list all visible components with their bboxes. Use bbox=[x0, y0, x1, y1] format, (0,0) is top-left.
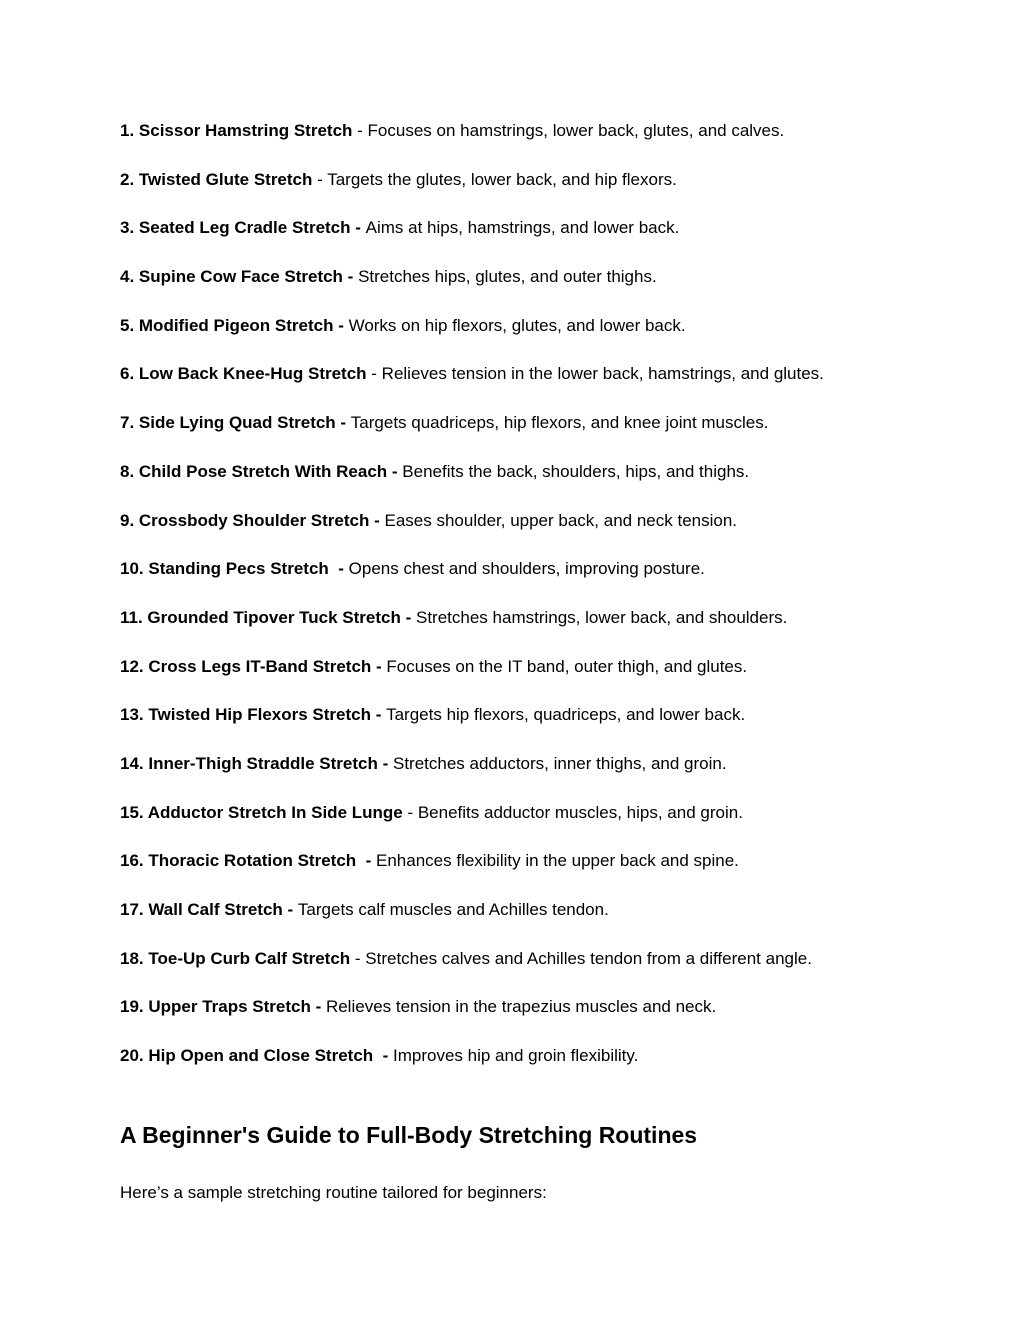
stretch-name: 6. Low Back Knee-Hug Stretch bbox=[120, 364, 367, 384]
stretch-separator: - bbox=[370, 705, 387, 725]
stretch-separator: - bbox=[377, 753, 393, 773]
stretch-item bbox=[120, 216, 824, 265]
section-heading: A Beginner's Guide to Full-Body Stretching Routines bbox=[120, 1122, 698, 1148]
stretch-description: Opens chest and shoulders, improving posture. bbox=[348, 559, 705, 579]
stretch-name: 9. Crossbody Shoulder Stretch bbox=[120, 510, 370, 530]
stretch-name: 17. Wall Calf Stretch bbox=[120, 900, 283, 919]
stretch-item bbox=[120, 314, 824, 363]
stretch-separator: - bbox=[328, 559, 349, 579]
stretch-separator: - bbox=[371, 656, 387, 676]
stretch-description: Focuses on hamstrings, lower back, glutes, and calves. bbox=[367, 121, 785, 140]
stretch-item bbox=[120, 801, 824, 850]
stretch-name: 8. Child Pose Stretch With Reach bbox=[120, 461, 388, 481]
stretch-item bbox=[120, 460, 824, 509]
stretch-name: 14. Inner-Thigh Straddle Stretch bbox=[120, 753, 378, 773]
stretch-separator: - bbox=[402, 802, 418, 822]
stretch-separator: - bbox=[310, 997, 326, 1017]
stretch-item bbox=[120, 849, 824, 898]
stretch-name: 1. Scissor Hamstring Stretch bbox=[120, 121, 353, 140]
stretch-description: Targets the glutes, lower back, and hip flexors. bbox=[327, 169, 677, 189]
stretch-name: 12. Cross Legs IT-Band Stretch bbox=[120, 656, 372, 676]
stretch-description: Stretches hamstrings, lower back, and shoulders. bbox=[416, 607, 788, 627]
stretch-name: 20. Hip Open and Close Stretch bbox=[120, 1046, 374, 1066]
stretch-description: Targets quadriceps, hip flexors, and knee joint muscles. bbox=[350, 413, 769, 433]
stretch-separator: - bbox=[352, 121, 368, 140]
stretch-name: 11. Grounded Tipover Tuck Stretch bbox=[120, 607, 401, 627]
stretch-item bbox=[120, 557, 824, 606]
stretch-separator: - bbox=[312, 169, 328, 189]
stretch-name: 18. Toe-Up Curb Calf Stretch bbox=[120, 948, 351, 968]
stretch-name: 19. Upper Traps Stretch bbox=[120, 997, 311, 1017]
stretch-description: Improves hip and groin flexibility. bbox=[393, 1046, 639, 1066]
stretch-separator: - bbox=[350, 218, 366, 238]
stretch-description: Works on hip flexors, glutes, and lower back. bbox=[348, 315, 686, 335]
stretch-name: 15. Adductor Stretch In Side Lunge bbox=[120, 802, 403, 822]
stretch-description: Targets calf muscles and Achilles tendon. bbox=[297, 900, 609, 919]
stretch-name: 13. Twisted Hip Flexors Stretch bbox=[120, 705, 371, 725]
stretch-description: Targets hip flexors, quadriceps, and lower back. bbox=[386, 705, 746, 725]
stretch-name: 4. Supine Cow Face Stretch bbox=[120, 267, 343, 287]
stretch-separator: - bbox=[400, 607, 416, 627]
stretch-item bbox=[120, 752, 824, 801]
stretch-description: Relieves tension in the trapezius muscles and neck. bbox=[325, 997, 717, 1017]
stretch-item bbox=[120, 411, 824, 460]
stretch-item bbox=[120, 606, 824, 655]
stretch-item bbox=[120, 898, 824, 947]
stretch-separator: - bbox=[356, 851, 377, 871]
stretch-description: Focuses on the IT band, outer thigh, and glutes. bbox=[386, 656, 748, 676]
stretch-item bbox=[120, 995, 824, 1044]
stretch-description: Stretches hips, glutes, and outer thighs. bbox=[358, 267, 657, 287]
stretch-name: 2. Twisted Glute Stretch bbox=[120, 169, 313, 189]
stretch-separator: - bbox=[366, 364, 382, 384]
stretch-name: 3. Seated Leg Cradle Stretch bbox=[120, 218, 351, 238]
stretch-name: 7. Side Lying Quad Stretch bbox=[120, 413, 336, 433]
stretch-description: Aims at hips, hamstrings, and lower back. bbox=[365, 218, 680, 238]
stretch-description: Benefits adductor muscles, hips, and groin. bbox=[417, 802, 743, 822]
stretch-separator: - bbox=[373, 1046, 394, 1066]
stretch-item bbox=[120, 947, 824, 996]
stretch-separator: - bbox=[369, 510, 385, 530]
stretch-list bbox=[120, 119, 824, 1093]
stretch-description: Eases shoulder, upper back, and neck tension. bbox=[384, 510, 738, 530]
stretch-description: Relieves tension in the lower back, hamstrings, and glutes. bbox=[381, 364, 824, 384]
stretch-separator: - bbox=[335, 413, 351, 433]
stretch-description: Benefits the back, shoulders, hips, and thighs. bbox=[402, 461, 750, 481]
stretch-item bbox=[120, 655, 824, 704]
stretch-separator: - bbox=[342, 267, 359, 287]
stretch-item bbox=[120, 168, 824, 217]
stretch-name: 16. Thoracic Rotation Stretch bbox=[120, 851, 357, 871]
stretch-separator: - bbox=[387, 461, 403, 481]
stretch-item bbox=[120, 119, 824, 168]
stretch-item bbox=[120, 265, 824, 314]
section-intro: Here’s a sample stretching routine tailored for beginners: bbox=[120, 1183, 547, 1202]
stretch-item bbox=[120, 703, 824, 752]
stretch-separator: - bbox=[282, 900, 298, 919]
stretch-item bbox=[120, 509, 824, 558]
stretch-name: 10. Standing Pecs Stretch bbox=[120, 559, 329, 579]
stretch-description: Stretches calves and Achilles tendon from a different angle. bbox=[365, 948, 812, 968]
stretch-description: Stretches adductors, inner thighs, and groin. bbox=[392, 753, 727, 773]
stretch-item bbox=[120, 1044, 824, 1093]
stretch-description: Enhances flexibility in the upper back and spine. bbox=[376, 851, 739, 871]
stretch-separator: - bbox=[333, 315, 349, 335]
stretch-item bbox=[120, 362, 824, 411]
stretch-name: 5. Modified Pigeon Stretch bbox=[120, 315, 334, 335]
stretch-separator: - bbox=[350, 948, 366, 968]
